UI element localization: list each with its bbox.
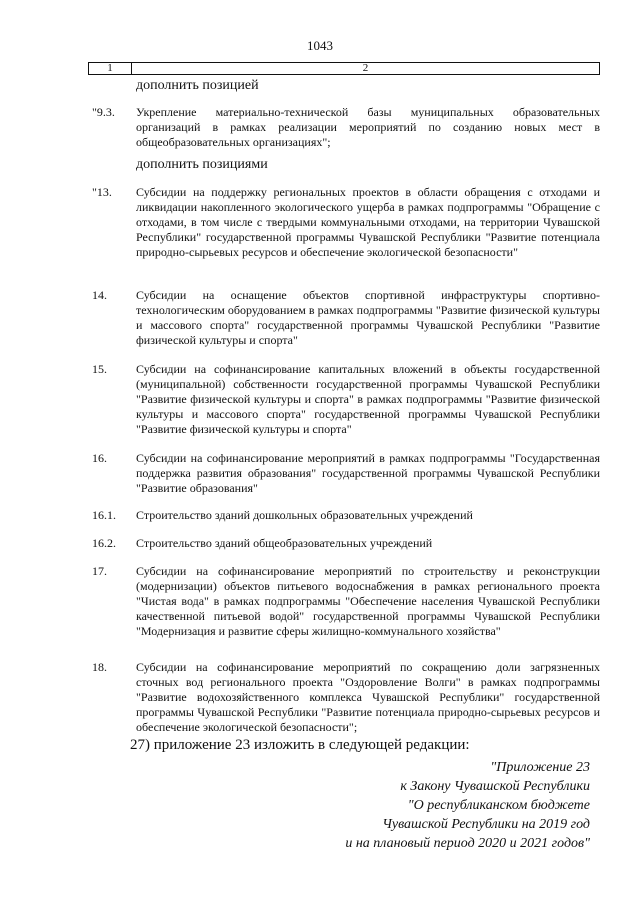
table-header (88, 62, 600, 75)
item-text: Субсидии на софинансирование мероприятий по сокращению доли загрязненных сточных вод регионального проекта "Оздоровление Волги" в рамках подпрограммы "Развитие водохозяйственного комплекса Чувашской Республики" государственной программы Чувашской Республики "Развитие потенциала природно-сырьевых ресурсов и обеспечение экологической безопасности"; (136, 660, 600, 734)
item-text: Строительство зданий общеобразовательных учреждений (136, 536, 433, 550)
list-item-16 (88, 451, 600, 496)
item-text: Субсидии на оснащение объектов спортивной инфраструктуры спортивно-технологическим оборудованием в рамках подпрограммы "Развитие физической культуры и массового спорта" государственной программы Чувашской Республики "Развитие физической культуры и спорта" (136, 288, 600, 347)
appendix-header (345, 758, 590, 853)
table-header-col2: 2 (362, 62, 369, 74)
list-item-9-3 (88, 105, 600, 150)
item-number: 16.2. (92, 536, 116, 550)
item-number: 16. (92, 451, 107, 465)
list-item-18 (88, 660, 600, 735)
item-text: Субсидии на софинансирование мероприятий по строительству и реконструкции (модернизации) объектов питьевого водоснабжения в рамках регионального проекта "Чистая вода" в рамках подпрограммы "Обеспечение населения Чувашской Республики качественной питьевой водой" государственной программы Чувашской Республики "Модернизация и развитие сферы жилищно-коммунального хозяйства" (136, 564, 600, 638)
appendix-line: и на плановый период 2020 и 2021 годов" (345, 836, 590, 851)
appendix-line: "О республиканском бюджете (407, 798, 590, 813)
appendix-line: "Приложение 23 (490, 760, 590, 775)
appendix-line: Чувашской Республики на 2019 год (382, 817, 590, 832)
instruction-line: 27) приложение 23 изложить в следующей редакции: (130, 737, 470, 753)
appendix-line: к Закону Чувашской Республики (400, 779, 590, 794)
item-text: Строительство зданий дошкольных образовательных учреждений (136, 508, 473, 522)
item-text: Субсидии на софинансирование мероприятий в рамках подпрограммы "Государственная поддержка развития образования" государственной программы Чувашской Республики "Развитие образования" (136, 451, 600, 495)
page-number: 1043 (307, 38, 333, 53)
item-number: "13. (92, 185, 112, 199)
list-item-15 (88, 362, 600, 437)
item-number: 18. (92, 660, 107, 674)
item-number: 14. (92, 288, 107, 302)
item-number: 17. (92, 564, 107, 578)
list-item-16-2 (88, 536, 600, 551)
item-text: Субсидии на софинансирование капитальных вложений в объекты государственной (муниципальной) собственности государственной программы Чувашской Республики "Развитие физической культуры и спорта" в рамках подпрограммы "Развитие физической культуры и массового спорта" государственной программы Чувашской Республики "Развитие физической культуры и спорта" (136, 362, 600, 436)
item-number: 15. (92, 362, 107, 376)
list-item-17 (88, 564, 600, 639)
list-item-14 (88, 288, 600, 348)
table-header-col1: 1 (89, 63, 132, 74)
list-item-13 (88, 185, 600, 260)
item-text: Укрепление материально-технической базы муниципальных образовательных организаций в рамках реализации мероприятий по созданию новых мест в общеобразовательных организациях"; (136, 105, 600, 149)
section-heading-add-positions: дополнить позициями (136, 157, 268, 172)
item-text: Субсидии на поддержку региональных проектов в области обращения с отходами и ликвидации накопленного экологического ущерба в рамках подпрограммы "Обращение с отходами, в том числе с твердыми коммунальными отходами, на территории Чувашской Республики" государственной программы Чувашской Республики "Развитие потенциала природно-сырьевых ресурсов и обеспечение экологической безопасности" (136, 185, 600, 259)
section-heading-add-position: дополнить позицией (136, 78, 259, 93)
list-item-16-1 (88, 508, 600, 523)
item-number: 16.1. (92, 508, 116, 522)
item-number: "9.3. (92, 105, 115, 119)
